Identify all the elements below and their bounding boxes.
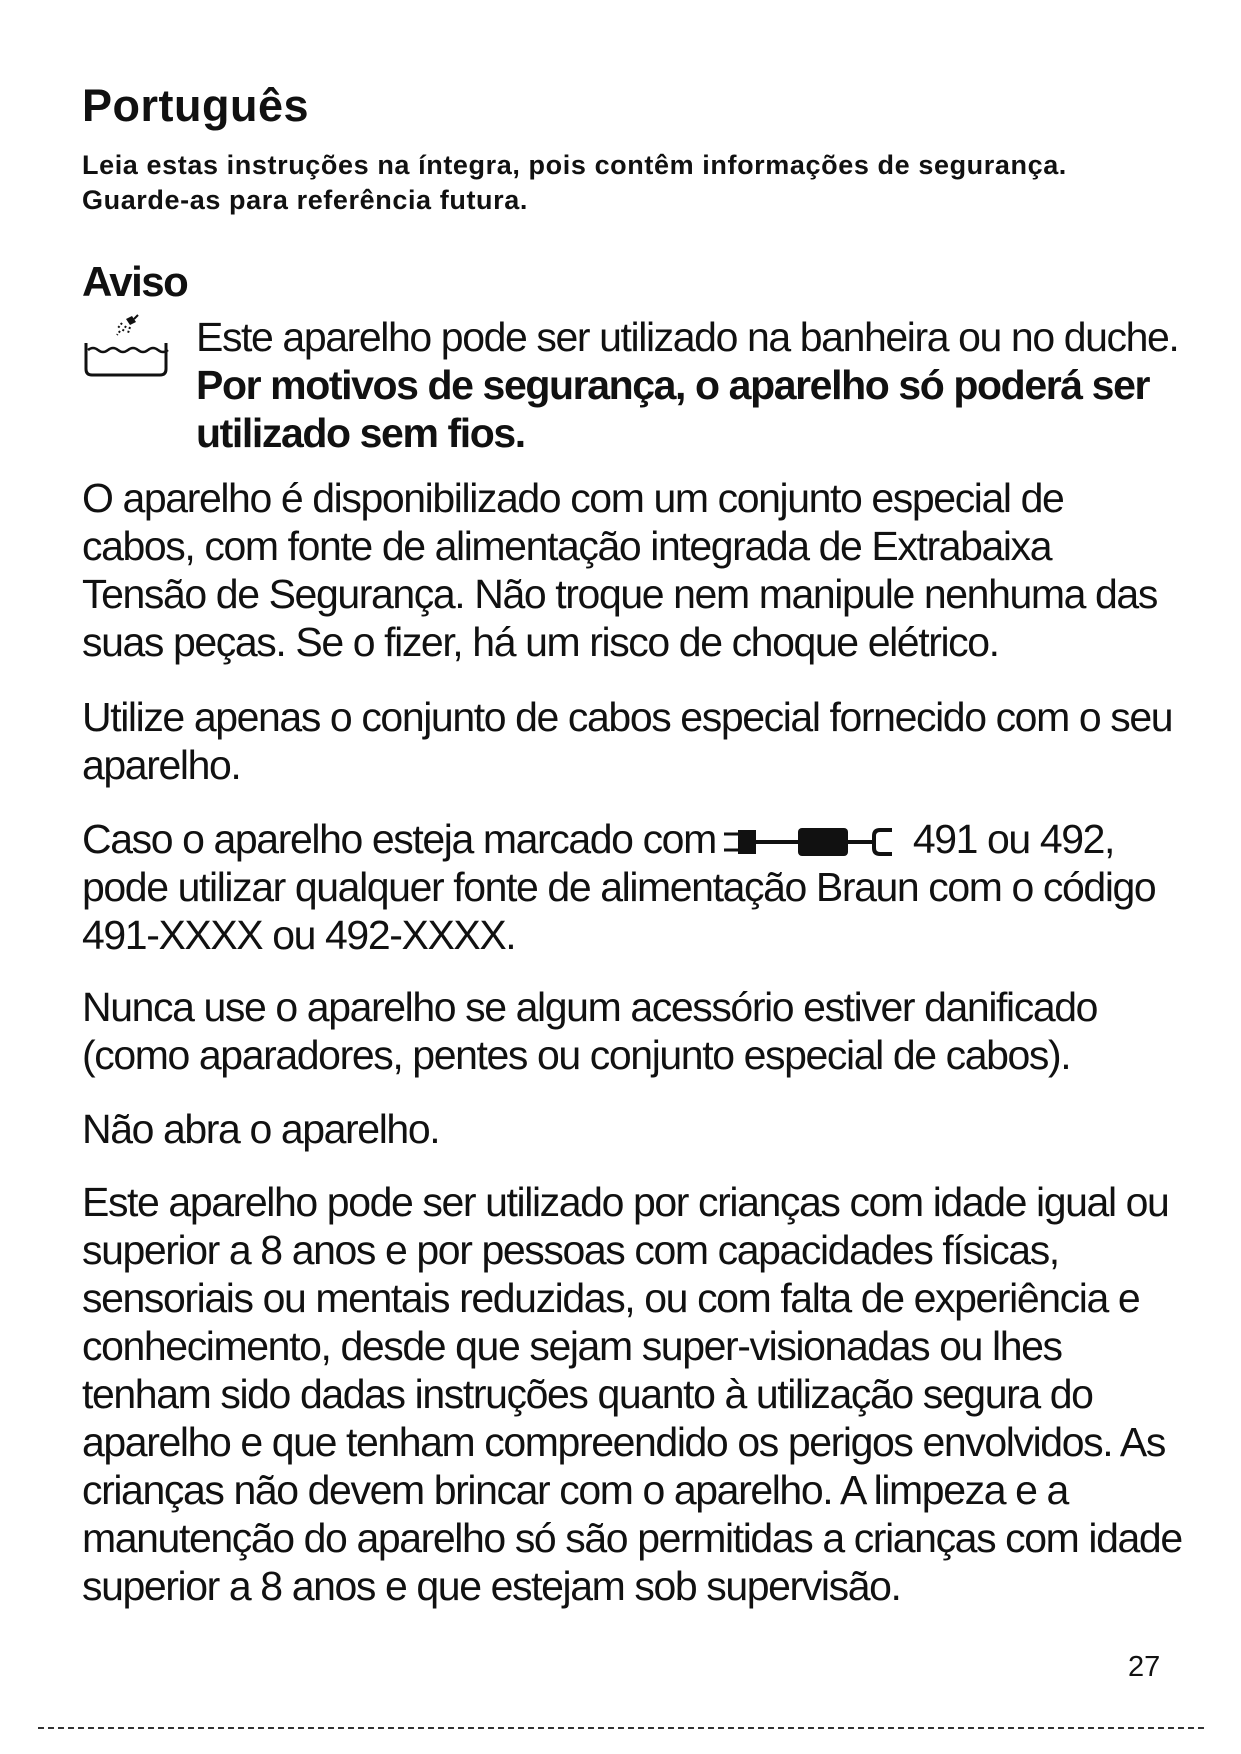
paragraph-p3-after: 491 ou 492, pode utilizar qualquer fonte de alimentação Braun com o código 491-XXXX ou 492-XXXX. [82, 816, 1156, 958]
paragraph-do-not-open: Não abra o aparelho. [82, 1106, 440, 1152]
paragraph-p3-before: Caso o aparelho esteja marcado com [82, 816, 716, 862]
warning-text [196, 313, 1196, 457]
paragraph-children-supervision: Este aparelho pode ser utilizado por crianças com idade igual ou superior a 8 anos e por pessoas com capacidades físicas, sensoriais ou mentais reduzidas, ou com falta de experiência e conhecimento, desde que sejam super-visionadas ou lhes tenham sido dadas instruções quanto à utilização segura do aparelho e que tenham compreendido os perigos envolvidos. As crianças não devem brincar com o aparelho. A limpeza e a manutenção do aparelho só são permitidas a crianças com idade superior a 8 anos e que estejam sob supervisão. [82, 1179, 1182, 1609]
plug-cable-connector-icon [722, 824, 907, 860]
warning-heading: Aviso [82, 258, 188, 305]
paragraph-damaged-accessory: Nunca use o aparelho se algum acessório estiver danificado (como aparadores, pentes ou conjunto especial de cabos). [82, 984, 1098, 1078]
bathtub-shower-icon [82, 313, 170, 383]
intro-text: Leia estas instruções na íntegra, pois contêm informações de segurança. Guarde-as para referência futura. [82, 150, 1067, 215]
page-title: Português [82, 80, 310, 131]
paragraph-power-supply-code [82, 815, 1182, 959]
paragraph-use-supplied-cable: Utilize apenas o conjunto de cabos especial fornecido com o seu aparelho. [82, 694, 1173, 788]
page-number: 27 [1128, 1651, 1161, 1683]
warning-text-bold: Por motivos de segurança, o aparelho só poderá ser utilizado sem fios. [196, 362, 1150, 456]
warning-text-normal: Este aparelho pode ser utilizado na banheira ou no duche. [196, 314, 1179, 360]
paragraph-cable-set: O aparelho é disponibilizado com um conjunto especial de cabos, com fonte de alimentação integrada de Extrabaixa Tensão de Segurança. Não troque nem manipule nenhuma das suas peças. Se o fizer, há um risco de choque elétrico. [82, 475, 1157, 665]
bottom-divider [38, 1727, 1204, 1729]
